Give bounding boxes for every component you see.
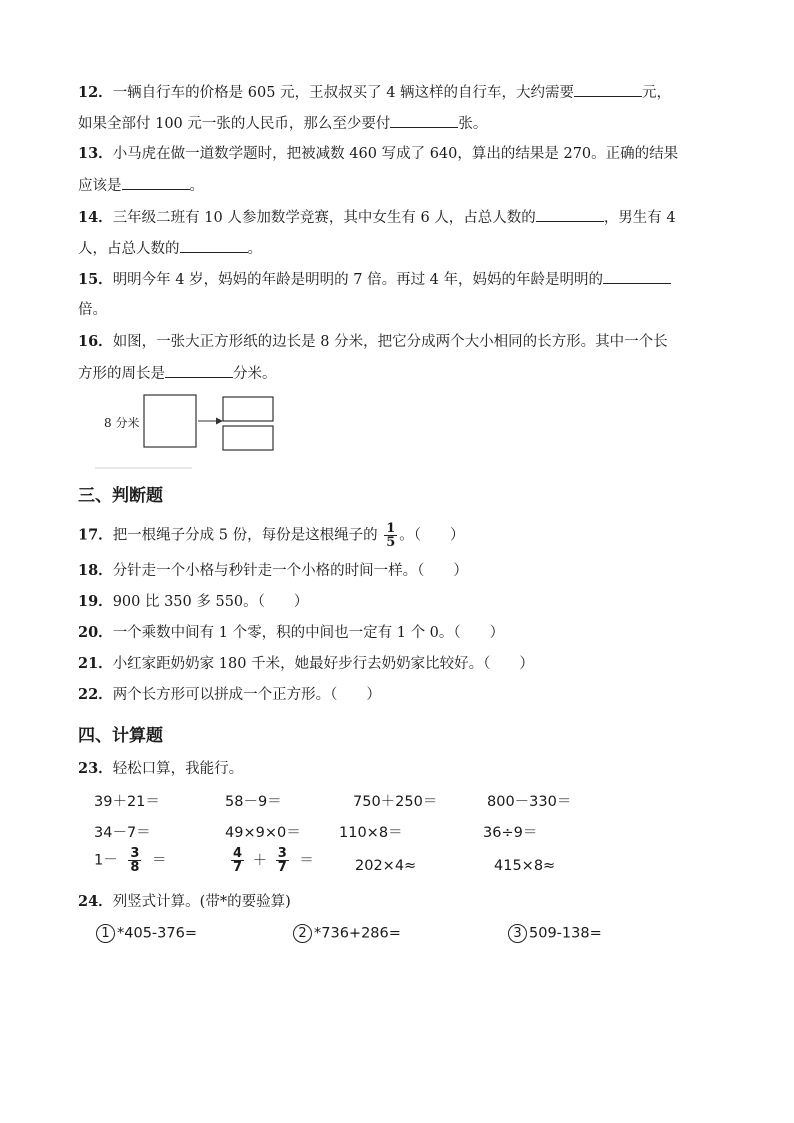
q15-blank[interactable]: [603, 269, 671, 284]
q15-number: 15．: [78, 271, 113, 288]
q12-line2: [78, 113, 487, 134]
q13-blank[interactable]: [122, 175, 190, 190]
q23-text: 轻松口算，我能行。: [112, 761, 244, 777]
q12-text1: 一辆自行车的价格是 605 元，王叔叔买了 4 辆这样的自行车，大约需要: [112, 85, 575, 101]
q17-line: [78, 522, 465, 549]
q16-text1: 如图，一张大正方形纸的边长是 8 分米，把它分成两个大小相同的长方形。其中一个长: [112, 334, 668, 350]
q22-number: 22．: [78, 686, 113, 703]
large-square: [144, 395, 196, 447]
q13-line1: [78, 144, 678, 164]
q16-figure: [92, 388, 288, 470]
q23-r3-a-pre: 1－: [94, 852, 118, 869]
q23-r3-a-fraction: [128, 847, 141, 874]
q12-line1: [78, 82, 671, 103]
section4-title: 四、计算题: [78, 726, 163, 746]
q24-item-1-expr: *405-376=: [117, 925, 197, 942]
q17-frac-numerator: 1: [386, 521, 396, 536]
q21-number: 21．: [78, 655, 113, 672]
q15-line1: [78, 269, 671, 290]
q13-line2: [78, 175, 204, 196]
q24-item-3: [508, 924, 602, 943]
q16-text2: 方形的周长是: [78, 366, 165, 382]
q24-number: 24．: [78, 893, 113, 910]
q12-blank1[interactable]: [574, 82, 642, 97]
q23-r3-a-den: 8: [130, 860, 140, 875]
q23-line: [78, 759, 243, 779]
q23-r1-b: 58－9＝: [225, 794, 282, 810]
q16-end2: 分米。: [233, 366, 277, 382]
q23-r3-b: [229, 847, 314, 874]
q24-text: 列竖式计算。(带*的要验算): [112, 894, 291, 910]
q16-line1: [78, 332, 668, 352]
q17-tail: 。（ ）: [399, 527, 465, 544]
q23-r3-c: 202×4≈: [355, 858, 417, 874]
q24-item-2-expr: *736+286=: [314, 925, 401, 942]
q22-line: [78, 685, 381, 705]
q23-r3-a-eq: ＝: [152, 852, 167, 869]
q23-r3-b-eq: ＝: [299, 852, 314, 869]
q21-line: [78, 654, 534, 674]
q23-r3-a-num: 3: [130, 846, 140, 861]
q14-blank1[interactable]: [536, 207, 604, 222]
q13-number: 13．: [78, 145, 113, 162]
q24-item-1: [96, 924, 197, 943]
q13-text1: 小马虎在做一道数学题时，把被减数 460 写成了 640，算出的结果是 270。正确的结果: [112, 146, 679, 162]
q14-line1: [78, 207, 676, 228]
q23-r3-b-fraction2: [276, 847, 289, 874]
q23-r1-d: 800－330＝: [487, 794, 572, 810]
q13-end2: 。: [189, 178, 204, 194]
q19-text: 900 比 350 多 550。（ ）: [112, 594, 309, 610]
q24-item-2: [293, 924, 401, 943]
q15-text1: 明明今年 4 岁，妈妈的年龄是明明的 7 倍。再过 4 年，妈妈的年龄是明明的: [112, 272, 604, 288]
q23-r1-c: 750＋250＝: [353, 794, 438, 810]
q15-line2: [78, 300, 107, 320]
q23-r1-a: 39＋21＝: [94, 794, 160, 810]
q15-text2: 倍。: [78, 302, 107, 318]
q17-frac-denominator: 5: [386, 535, 396, 550]
q23-r3-b-fraction1: [231, 847, 244, 874]
q23-r2-c: 110×8＝: [339, 825, 403, 841]
q23-r3-b-den1: 7: [233, 860, 243, 875]
q19-line: [78, 592, 308, 612]
q14-blank2[interactable]: [180, 238, 248, 253]
q14-end2: 。: [247, 241, 262, 257]
q14-line2: [78, 238, 262, 259]
q13-text2: 应该是: [78, 178, 122, 194]
q23-r2-a: 34－7＝: [94, 825, 151, 841]
q23-r3-d: 415×8≈: [494, 858, 556, 874]
q22-text: 两个长方形可以拼成一个正方形。（ ）: [112, 687, 381, 703]
circled-number-2: 2: [293, 924, 312, 943]
q14-number: 14．: [78, 209, 113, 226]
q12-number: 12．: [78, 84, 113, 101]
q18-number: 18．: [78, 562, 113, 579]
q23-number: 23．: [78, 760, 113, 777]
q16-blank[interactable]: [165, 363, 233, 378]
q16-figure-label: 8 分米: [104, 416, 140, 430]
circled-number-1: 1: [96, 924, 115, 943]
q14-text2: 人，占总人数的: [78, 241, 180, 257]
q14-mid1: ，男生有 4: [603, 210, 676, 226]
q12-blank2[interactable]: [390, 113, 458, 128]
q12-text2: 如果全部付 100 元一张的人民币，那么至少要付: [78, 116, 391, 132]
q23-r3-b-plus: ＋: [252, 852, 268, 869]
q17-number: 17．: [78, 526, 113, 544]
section3-title: 三、判断题: [78, 486, 163, 506]
q20-number: 20．: [78, 624, 113, 641]
q18-line: [78, 561, 468, 581]
q12-end1: 元，: [642, 85, 672, 101]
q20-line: [78, 623, 504, 643]
q19-number: 19．: [78, 593, 113, 610]
q16-number: 16．: [78, 333, 113, 350]
q23-r2-b: 49×9×0＝: [225, 825, 301, 841]
q20-text: 一个乘数中间有 1 个零，积的中间也一定有 1 个 0。（ ）: [112, 625, 505, 641]
q17-text: 把一根绳子分成 5 份，每份是这根绳子的: [112, 527, 378, 544]
q23-r3-b-num2: 3: [277, 846, 287, 861]
q17-fraction: [384, 522, 397, 549]
arrow-head-icon: [216, 418, 223, 425]
q21-text: 小红家距奶奶家 180 千米，她最好步行去奶奶家比较好。（ ）: [112, 656, 534, 672]
q18-text: 分针走一个小格与秒针走一个小格的时间一样。（ ）: [112, 563, 468, 579]
q14-text1: 三年级二班有 10 人参加数学竞赛，其中女生有 6 人，占总人数的: [112, 210, 536, 226]
q23-r3-b-num1: 4: [233, 846, 243, 861]
q24-item-3-expr: 509-138=: [529, 925, 602, 942]
rectangle-bottom: [223, 426, 273, 450]
q23-r3-a: [94, 847, 167, 874]
q24-line: [78, 892, 291, 912]
q16-line2: [78, 363, 277, 384]
rectangle-top: [223, 397, 273, 421]
circled-number-3: 3: [508, 924, 527, 943]
q12-end2: 张。: [458, 116, 488, 132]
q23-r3-b-den2: 7: [277, 860, 287, 875]
q23-r2-d: 36÷9＝: [483, 825, 538, 841]
